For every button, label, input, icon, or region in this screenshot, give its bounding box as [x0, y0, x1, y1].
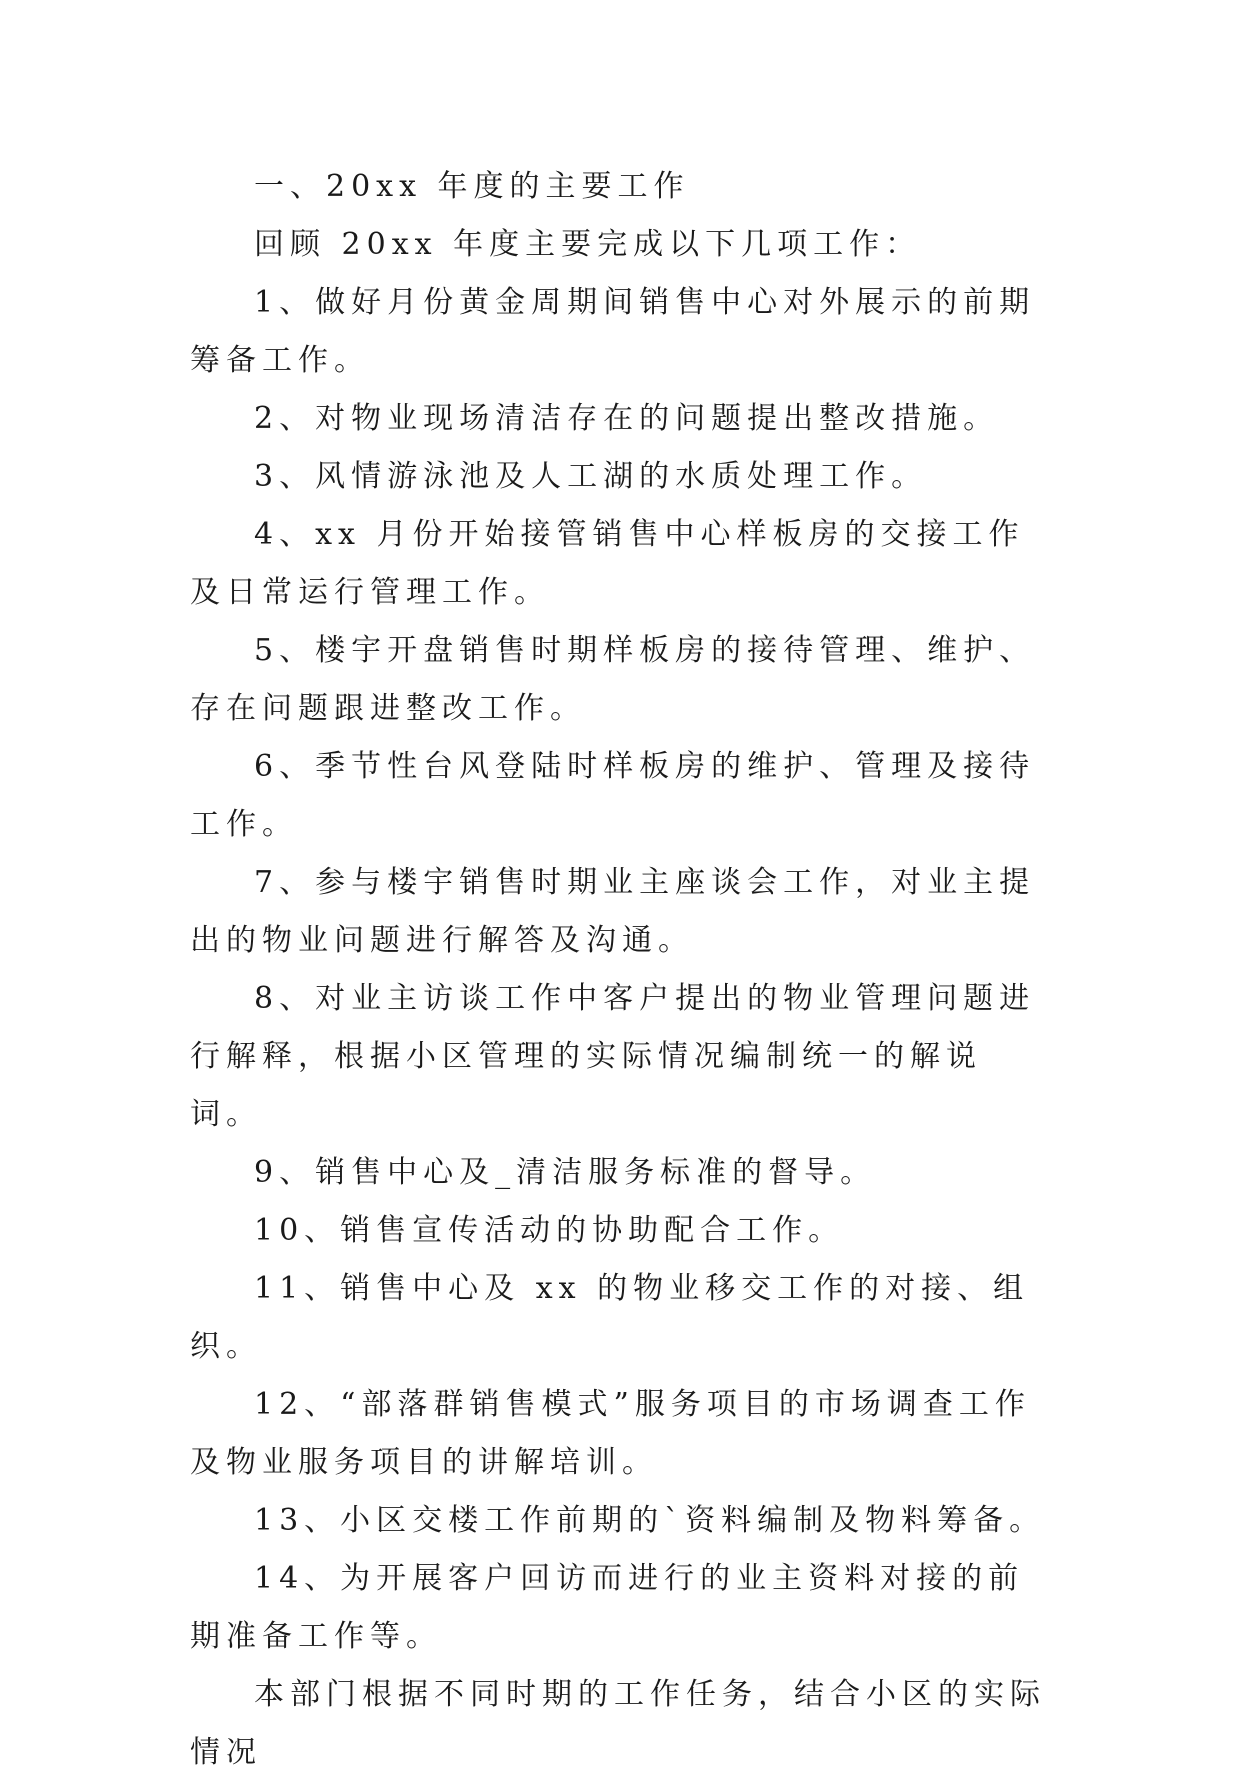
- list-item-4: 4、xx 月份开始接管销售中心样板房的交接工作及日常运行管理工作。: [190, 517, 1025, 610]
- list-item-14: 14、为开展客户回访而进行的业主资料对接的前期准备工作等。: [190, 1561, 1025, 1654]
- list-item-13: 13、小区交楼工作前期的`资料编制及物料筹备。: [254, 1503, 1046, 1538]
- section-heading: 一、20xx 年度的主要工作: [254, 169, 690, 204]
- document-body: [190, 158, 1050, 1782]
- list-item-10: 10、销售宣传活动的协助配合工作。: [254, 1213, 845, 1248]
- list-item-2: 2、对物业现场清洁存在的问题提出整改措施。: [254, 401, 1000, 436]
- list-item-9: 9、销售中心及_清洁服务标准的督导。: [254, 1155, 877, 1190]
- list-item-5: 5、楼宇开盘销售时期样板房的接待管理、维护、存在问题跟进整改工作。: [190, 633, 1036, 726]
- list-item-6: 6、季节性台风登陆时样板房的维护、管理及接待工作。: [190, 749, 1036, 842]
- list-item-3: 3、风情游泳池及人工湖的水质处理工作。: [254, 459, 928, 494]
- list-item-7: 7、参与楼宇销售时期业主座谈会工作，对业主提出的物业问题进行解答及沟通。: [190, 865, 1036, 958]
- list-item-11: 11、销售中心及 xx 的物业移交工作的对接、组织。: [190, 1271, 1030, 1364]
- closing-paragraph: 本部门根据不同时期的工作任务，结合小区的实际情况: [190, 1677, 1046, 1770]
- list-item-12: 12、“部落群销售模式”服务项目的市场调查工作及物业服务项目的讲解培训。: [190, 1387, 1031, 1480]
- list-item-1: 1、做好月份黄金周期间销售中心对外展示的前期筹备工作。: [190, 285, 1036, 378]
- list-item-8: 8、对业主访谈工作中客户提出的物业管理问题进行解释，根据小区管理的实际情况编制统一的解说词。: [190, 981, 1036, 1132]
- intro-paragraph: 回顾 20xx 年度主要完成以下几项工作：: [254, 227, 922, 262]
